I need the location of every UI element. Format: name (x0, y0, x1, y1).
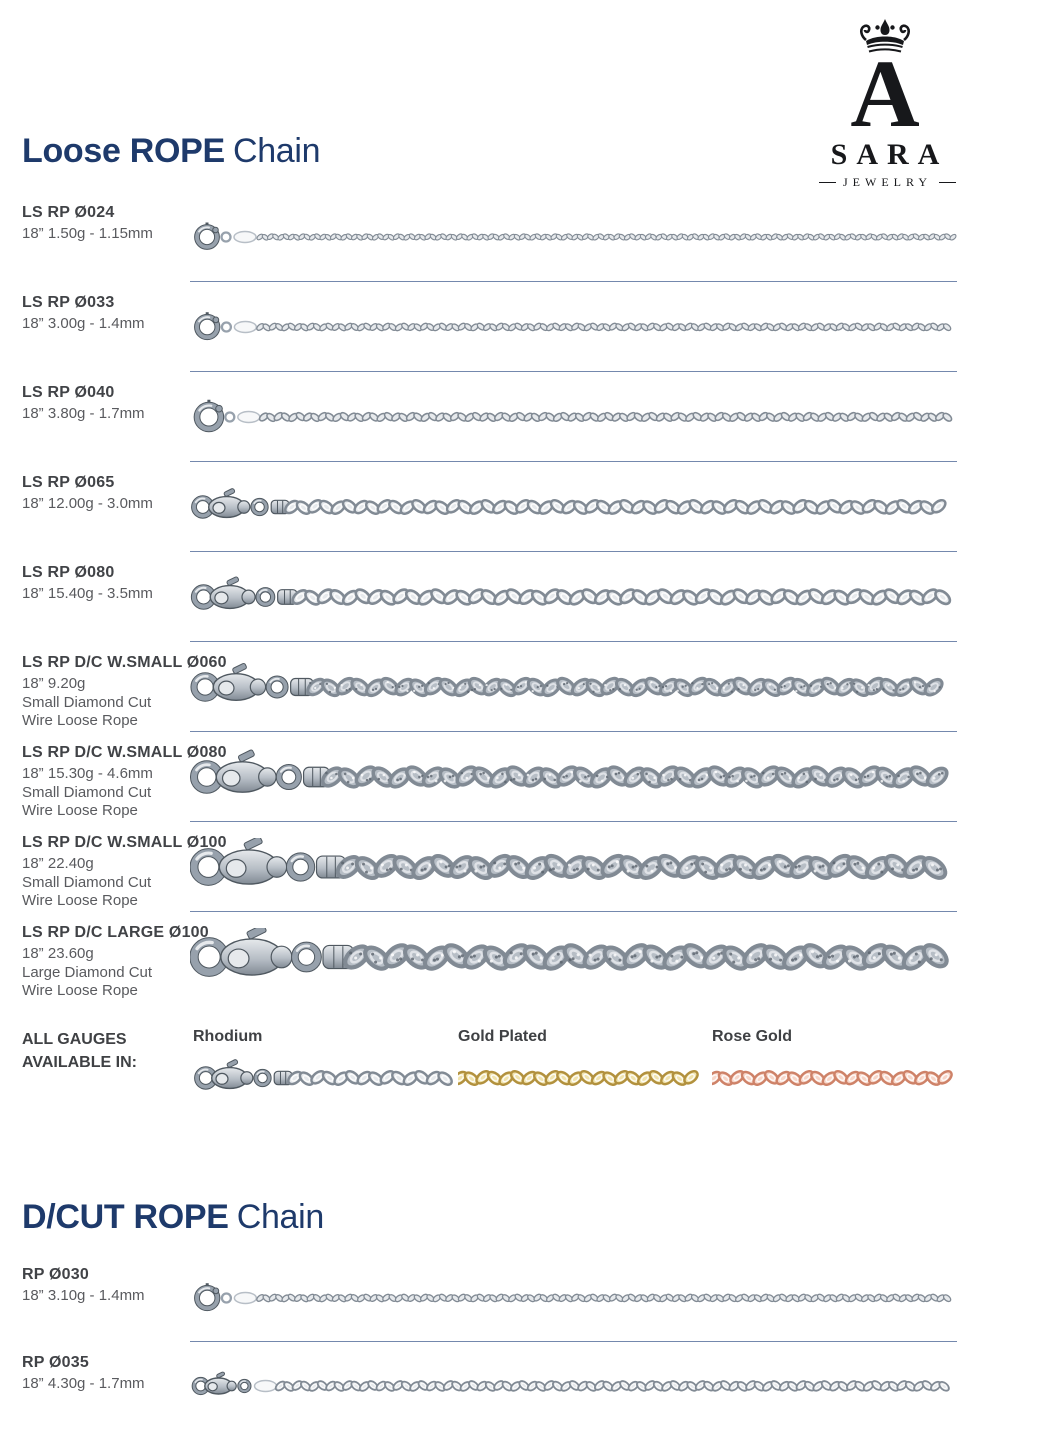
product-spec: 18” 23.60g (22, 945, 94, 962)
product-label (0, 642, 227, 732)
brand-subtitle (812, 175, 958, 190)
product-spec: Wire Loose Rope (22, 982, 138, 1000)
gauges-label-line2: AVAILABLE IN: (22, 1054, 137, 1072)
product-code: LS RP Ø080 (22, 564, 115, 581)
product-code: LS RP D/C W.SMALL Ø100 (22, 834, 227, 851)
product-spec: 18” 9.20g (22, 675, 86, 692)
right-dash (939, 182, 956, 183)
finish-name: Rhodium (193, 1028, 263, 1045)
rope-chain-image (190, 388, 957, 446)
section-title-dcut-rope (22, 1198, 324, 1237)
product-row (0, 822, 957, 912)
brand-monogram: A (850, 40, 920, 147)
chain-cell (190, 642, 957, 732)
diamond-cut-chain-image (190, 838, 957, 896)
section-title-main: Loose ROPE (22, 132, 225, 170)
rope-chain-image (190, 1269, 957, 1327)
rope-chain-image (190, 298, 957, 356)
product-label (0, 732, 227, 822)
product-spec: 18” 3.80g - 1.7mm (22, 405, 145, 422)
product-spec: 18” 12.00g - 3.0mm (22, 495, 153, 512)
chain-cell (190, 192, 957, 282)
gauges-label-line1: ALL GAUGES (22, 1031, 127, 1048)
product-spec: 18” 3.00g - 1.4mm (22, 315, 145, 332)
product-spec: 18” 22.40g (22, 855, 94, 872)
product-row (0, 552, 957, 642)
product-code: LS RP D/C W.SMALL Ø080 (22, 744, 227, 761)
product-code: RP Ø035 (22, 1354, 89, 1371)
product-label (0, 822, 227, 912)
product-label (0, 192, 190, 282)
product-row (0, 1342, 957, 1430)
chain-cell (190, 732, 957, 822)
product-spec: Wire Loose Rope (22, 802, 138, 820)
rhodium-chain-swatch (193, 1055, 455, 1101)
chain-cell (190, 462, 957, 552)
loose-rope-product-list (0, 192, 957, 1002)
chain-cell (190, 372, 957, 462)
product-spec: Large Diamond Cut (22, 963, 153, 981)
gauges-section (0, 1014, 957, 1101)
chain-cell (190, 822, 957, 912)
product-spec: Wire Loose Rope (22, 892, 138, 910)
dcut-rope-product-list (0, 1254, 957, 1430)
product-label (0, 912, 209, 1002)
product-label (0, 1254, 190, 1342)
finish-name: Rose Gold (712, 1028, 793, 1045)
product-label (0, 462, 190, 552)
rope-chain-image (190, 568, 957, 626)
brand-name: SARA (830, 138, 949, 172)
brand-logo (812, 18, 958, 190)
rope-chain-image (190, 478, 957, 536)
section-title-sub: Chain (232, 132, 321, 170)
product-row (0, 732, 957, 822)
finish-option-rose-gold (712, 1014, 960, 1101)
finish-option-rhodium (193, 1014, 455, 1101)
product-spec: 18” 1.50g - 1.15mm (22, 225, 153, 242)
product-code: LS RP Ø065 (22, 474, 115, 491)
product-code: LS RP D/C LARGE Ø100 (22, 924, 209, 941)
product-spec: Small Diamond Cut (22, 873, 152, 891)
gauges-label (0, 1014, 190, 1101)
chain-cell (190, 1254, 957, 1342)
chain-cell (190, 552, 957, 642)
product-spec: Wire Loose Rope (22, 712, 138, 730)
rope-chain-image (190, 1357, 957, 1415)
left-dash (819, 182, 836, 183)
diamond-cut-chain-image (190, 748, 957, 806)
product-row (0, 462, 957, 552)
product-code: LS RP D/C W.SMALL Ø060 (22, 654, 227, 671)
product-code: RP Ø030 (22, 1266, 89, 1283)
product-row (0, 642, 957, 732)
product-row (0, 912, 957, 1002)
product-row (0, 372, 957, 462)
gold-chain-swatch (458, 1055, 709, 1101)
product-code: LS RP Ø033 (22, 294, 115, 311)
product-label (0, 372, 190, 462)
product-spec: 18” 15.40g - 3.5mm (22, 585, 153, 602)
chain-cell (190, 282, 957, 372)
product-spec: 18” 4.30g - 1.7mm (22, 1375, 145, 1392)
rose-gold-chain-swatch (712, 1055, 960, 1101)
product-spec: 18” 3.10g - 1.4mm (22, 1287, 145, 1304)
finish-name: Gold Plated (458, 1028, 547, 1045)
brand-subtitle-text: JEWELRY (843, 175, 932, 190)
product-row (0, 282, 957, 372)
diamond-cut-chain-image (190, 658, 957, 716)
product-code: LS RP Ø024 (22, 204, 115, 221)
section-title-loose-rope (22, 132, 320, 171)
product-code: LS RP Ø040 (22, 384, 115, 401)
rope-chain-image (190, 208, 957, 266)
chain-cell (190, 912, 957, 1002)
section-title-main: D/CUT ROPE (22, 1198, 229, 1236)
finish-option-gold-plated (458, 1014, 709, 1101)
chain-cell (190, 1342, 957, 1430)
product-label (0, 552, 190, 642)
product-row (0, 192, 957, 282)
product-spec: Small Diamond Cut (22, 783, 152, 801)
section-title-sub: Chain (236, 1198, 325, 1236)
product-spec: 18” 15.30g - 4.6mm (22, 765, 153, 782)
product-row (0, 1254, 957, 1342)
product-spec: Small Diamond Cut (22, 693, 152, 711)
product-label (0, 1342, 190, 1430)
product-label (0, 282, 190, 372)
diamond-cut-chain-image (190, 928, 957, 986)
